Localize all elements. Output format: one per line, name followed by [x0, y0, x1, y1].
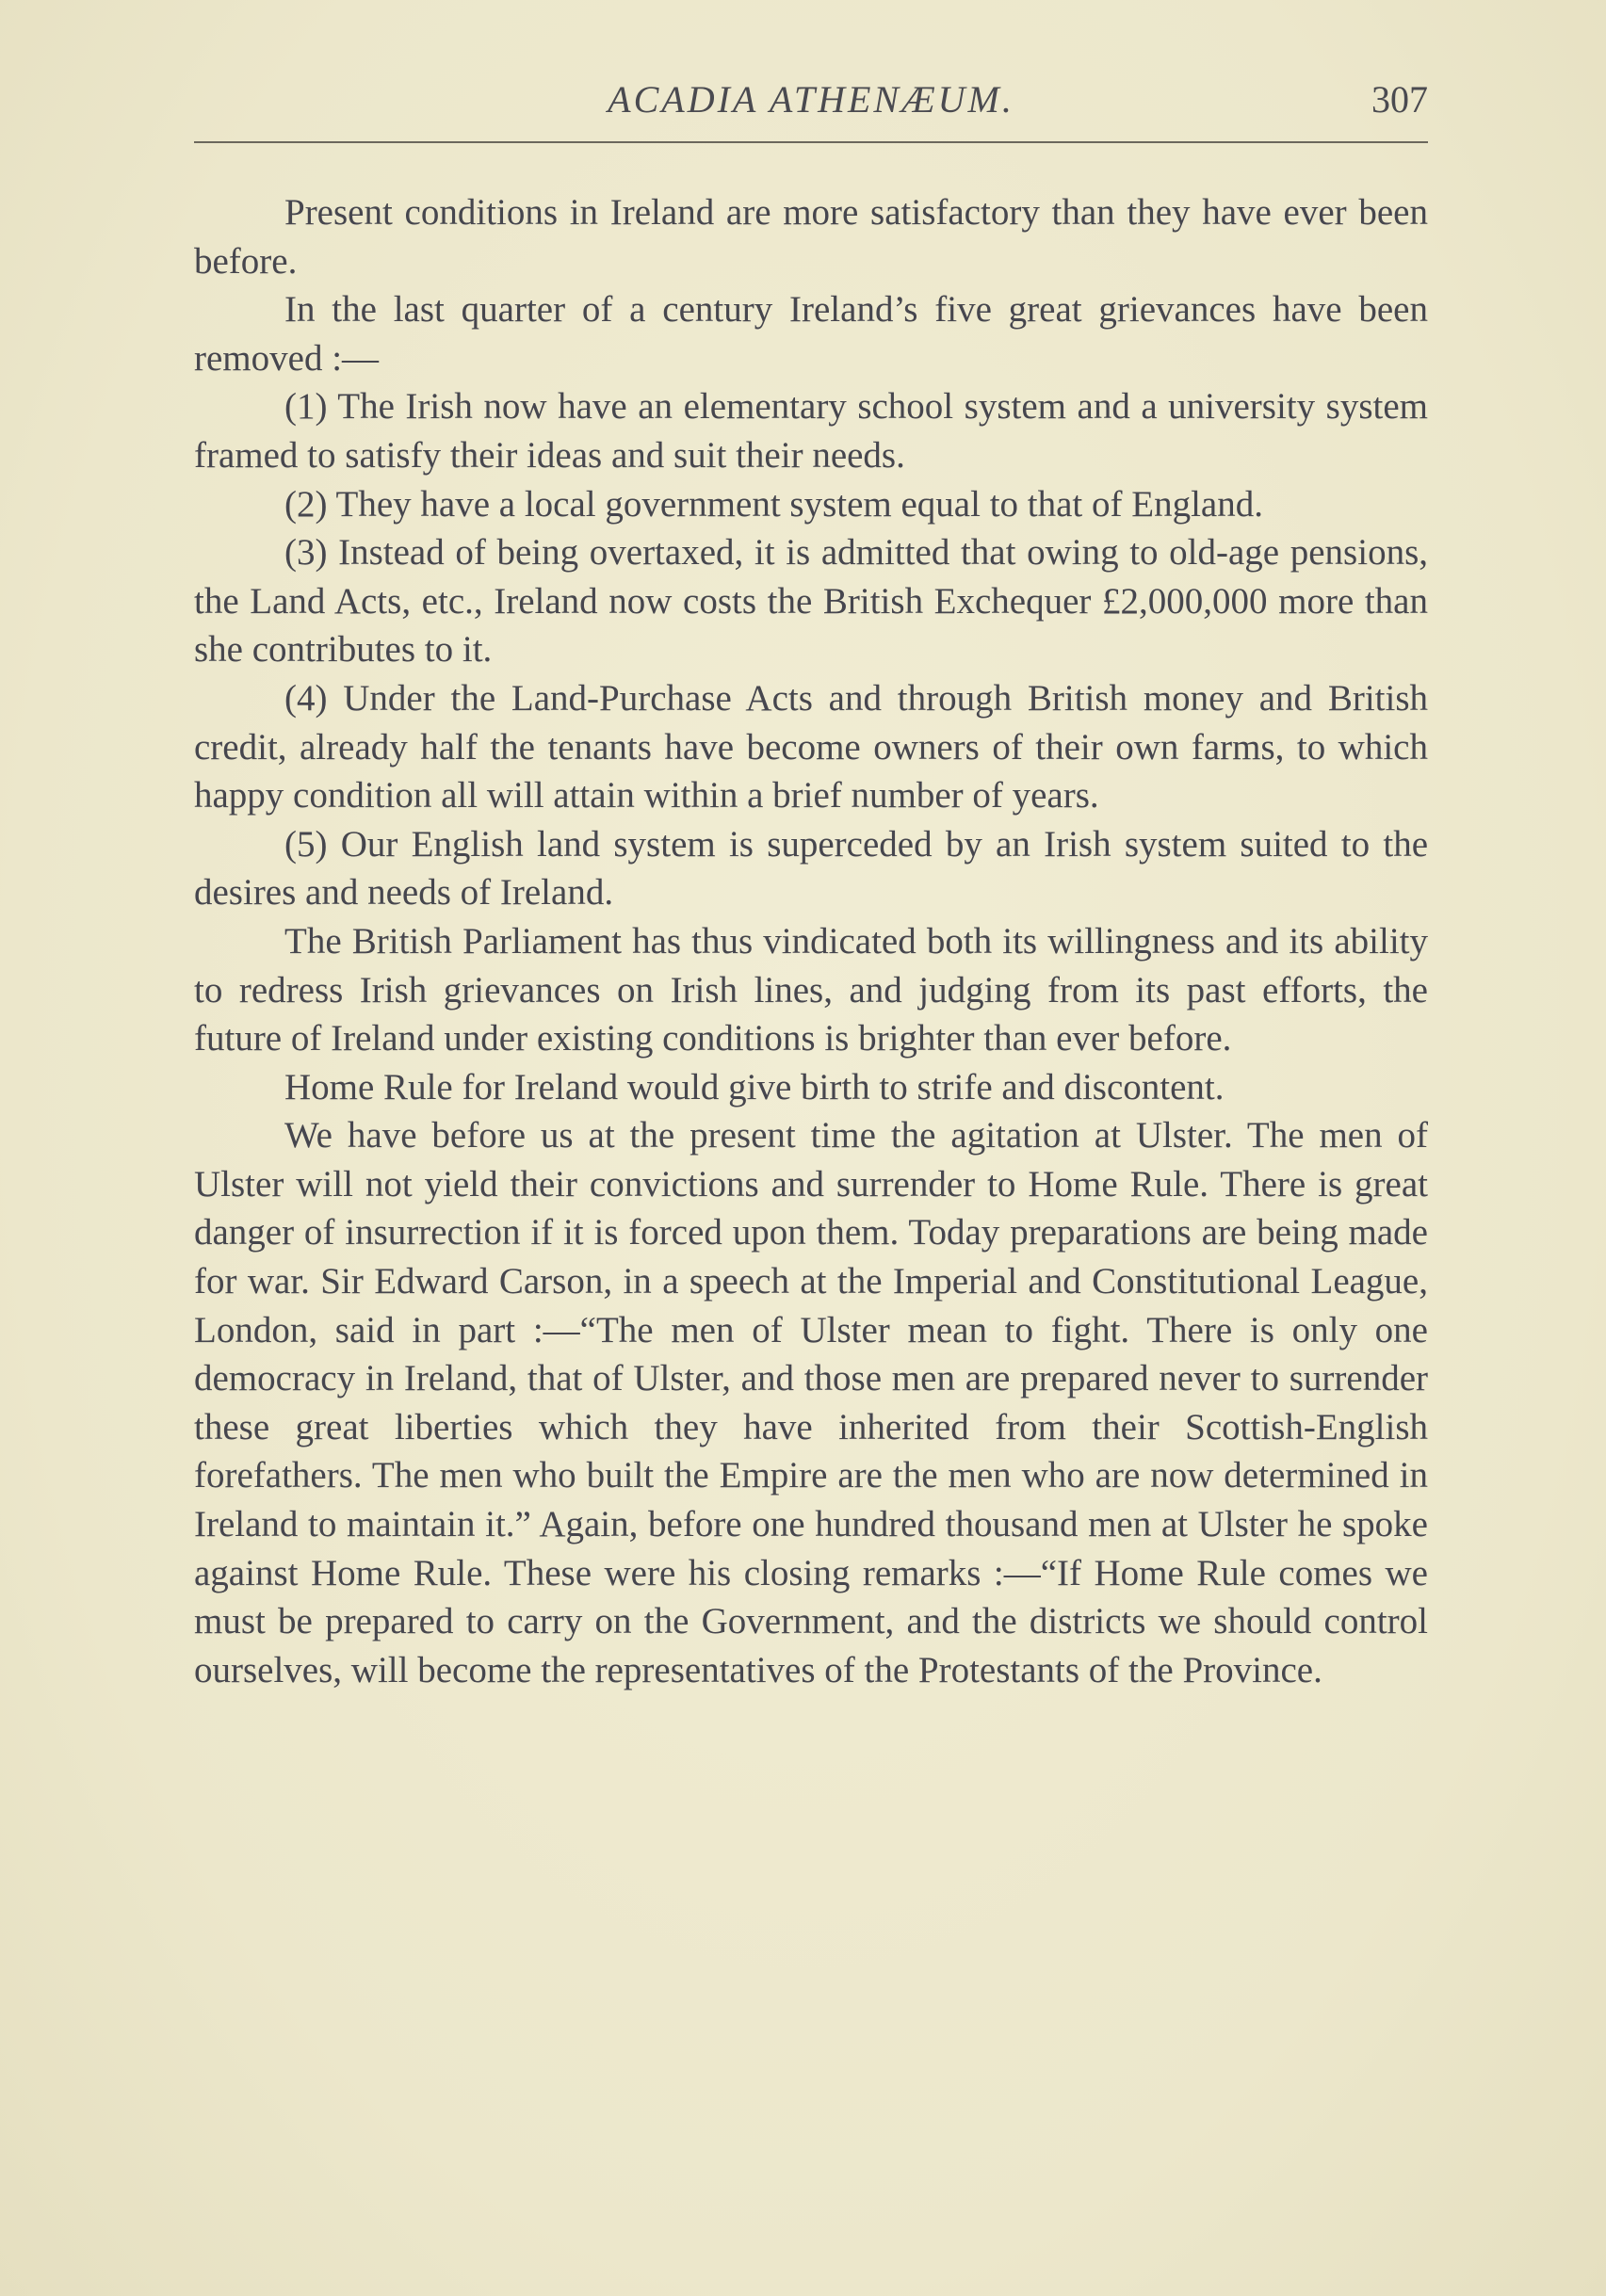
- page-header: [194, 75, 1428, 143]
- paragraph-item-1: (1) The Irish now have an elementary school system and a university system framed to satisfy their ideas and suit their needs.: [194, 386, 1428, 476]
- paragraph-grievances-intro: In the last quarter of a century Ireland’s five great grievances have been removed :—: [194, 289, 1428, 379]
- paragraph-item-2: (2) They have a local government system equal to that of England.: [284, 483, 1263, 525]
- paragraph-ulster: We have before us at the present time the agitation at Ulster. The men of Ulster will not yield their convictions and surrender to Home Rule. There is great danger of insurrection if it is forced upon them. Today preparations are being made for war. Sir Edward Carson, in a speech at the Imperial and Constitutional League, London, said in part :—“The men of Ulster mean to fight. There is only one democracy in Ireland, that of Ulster, and those men are prepared never to surrender these great liberties which they have inherited from their Scottish-English forefathers. The men who built the Empire are the men who are now determined in Ireland to maintain it.” Again, before one hundred thousand men at Ulster he spoke against Home Rule. These were his closing remarks :—“If Home Rule comes we must be prepared to carry on the Government, and the districts we should control ourselves, will become the representatives of the Protestants of the Province.: [194, 1115, 1428, 1690]
- article-body: [194, 188, 1428, 1694]
- paragraph-home-rule: Home Rule for Ireland would give birth to strife and discontent.: [284, 1066, 1225, 1108]
- paragraph-parliament: The British Parliament has thus vindicated both its willingness and its ability to redress Irish grievances on Irish lines, and judging from its past efforts, the future of Ireland under existing conditions is brighter than ever before.: [194, 920, 1428, 1059]
- paragraph-item-3: (3) Instead of being overtaxed, it is admitted that owing to old-age pensions, the Land Acts, etc., Ireland now costs the British Exchequer £2,000,000 more than she contributes to it.: [194, 532, 1428, 671]
- paragraph-item-5: (5) Our English land system is superceded by an Irish system suited to the desires and needs of Ireland.: [194, 823, 1428, 914]
- paragraph-item-4: (4) Under the Land-Purchase Acts and through British money and British credit, already half the tenants have become owners of their own farms, to which happy condition all will attain within a brief number of years.: [194, 677, 1428, 817]
- running-title: ACADIA ATHENÆUM.: [608, 78, 1014, 121]
- page-number: 307: [1371, 78, 1428, 121]
- paragraph-conditions: Present conditions in Ireland are more satisfactory than they have ever been before.: [194, 192, 1428, 282]
